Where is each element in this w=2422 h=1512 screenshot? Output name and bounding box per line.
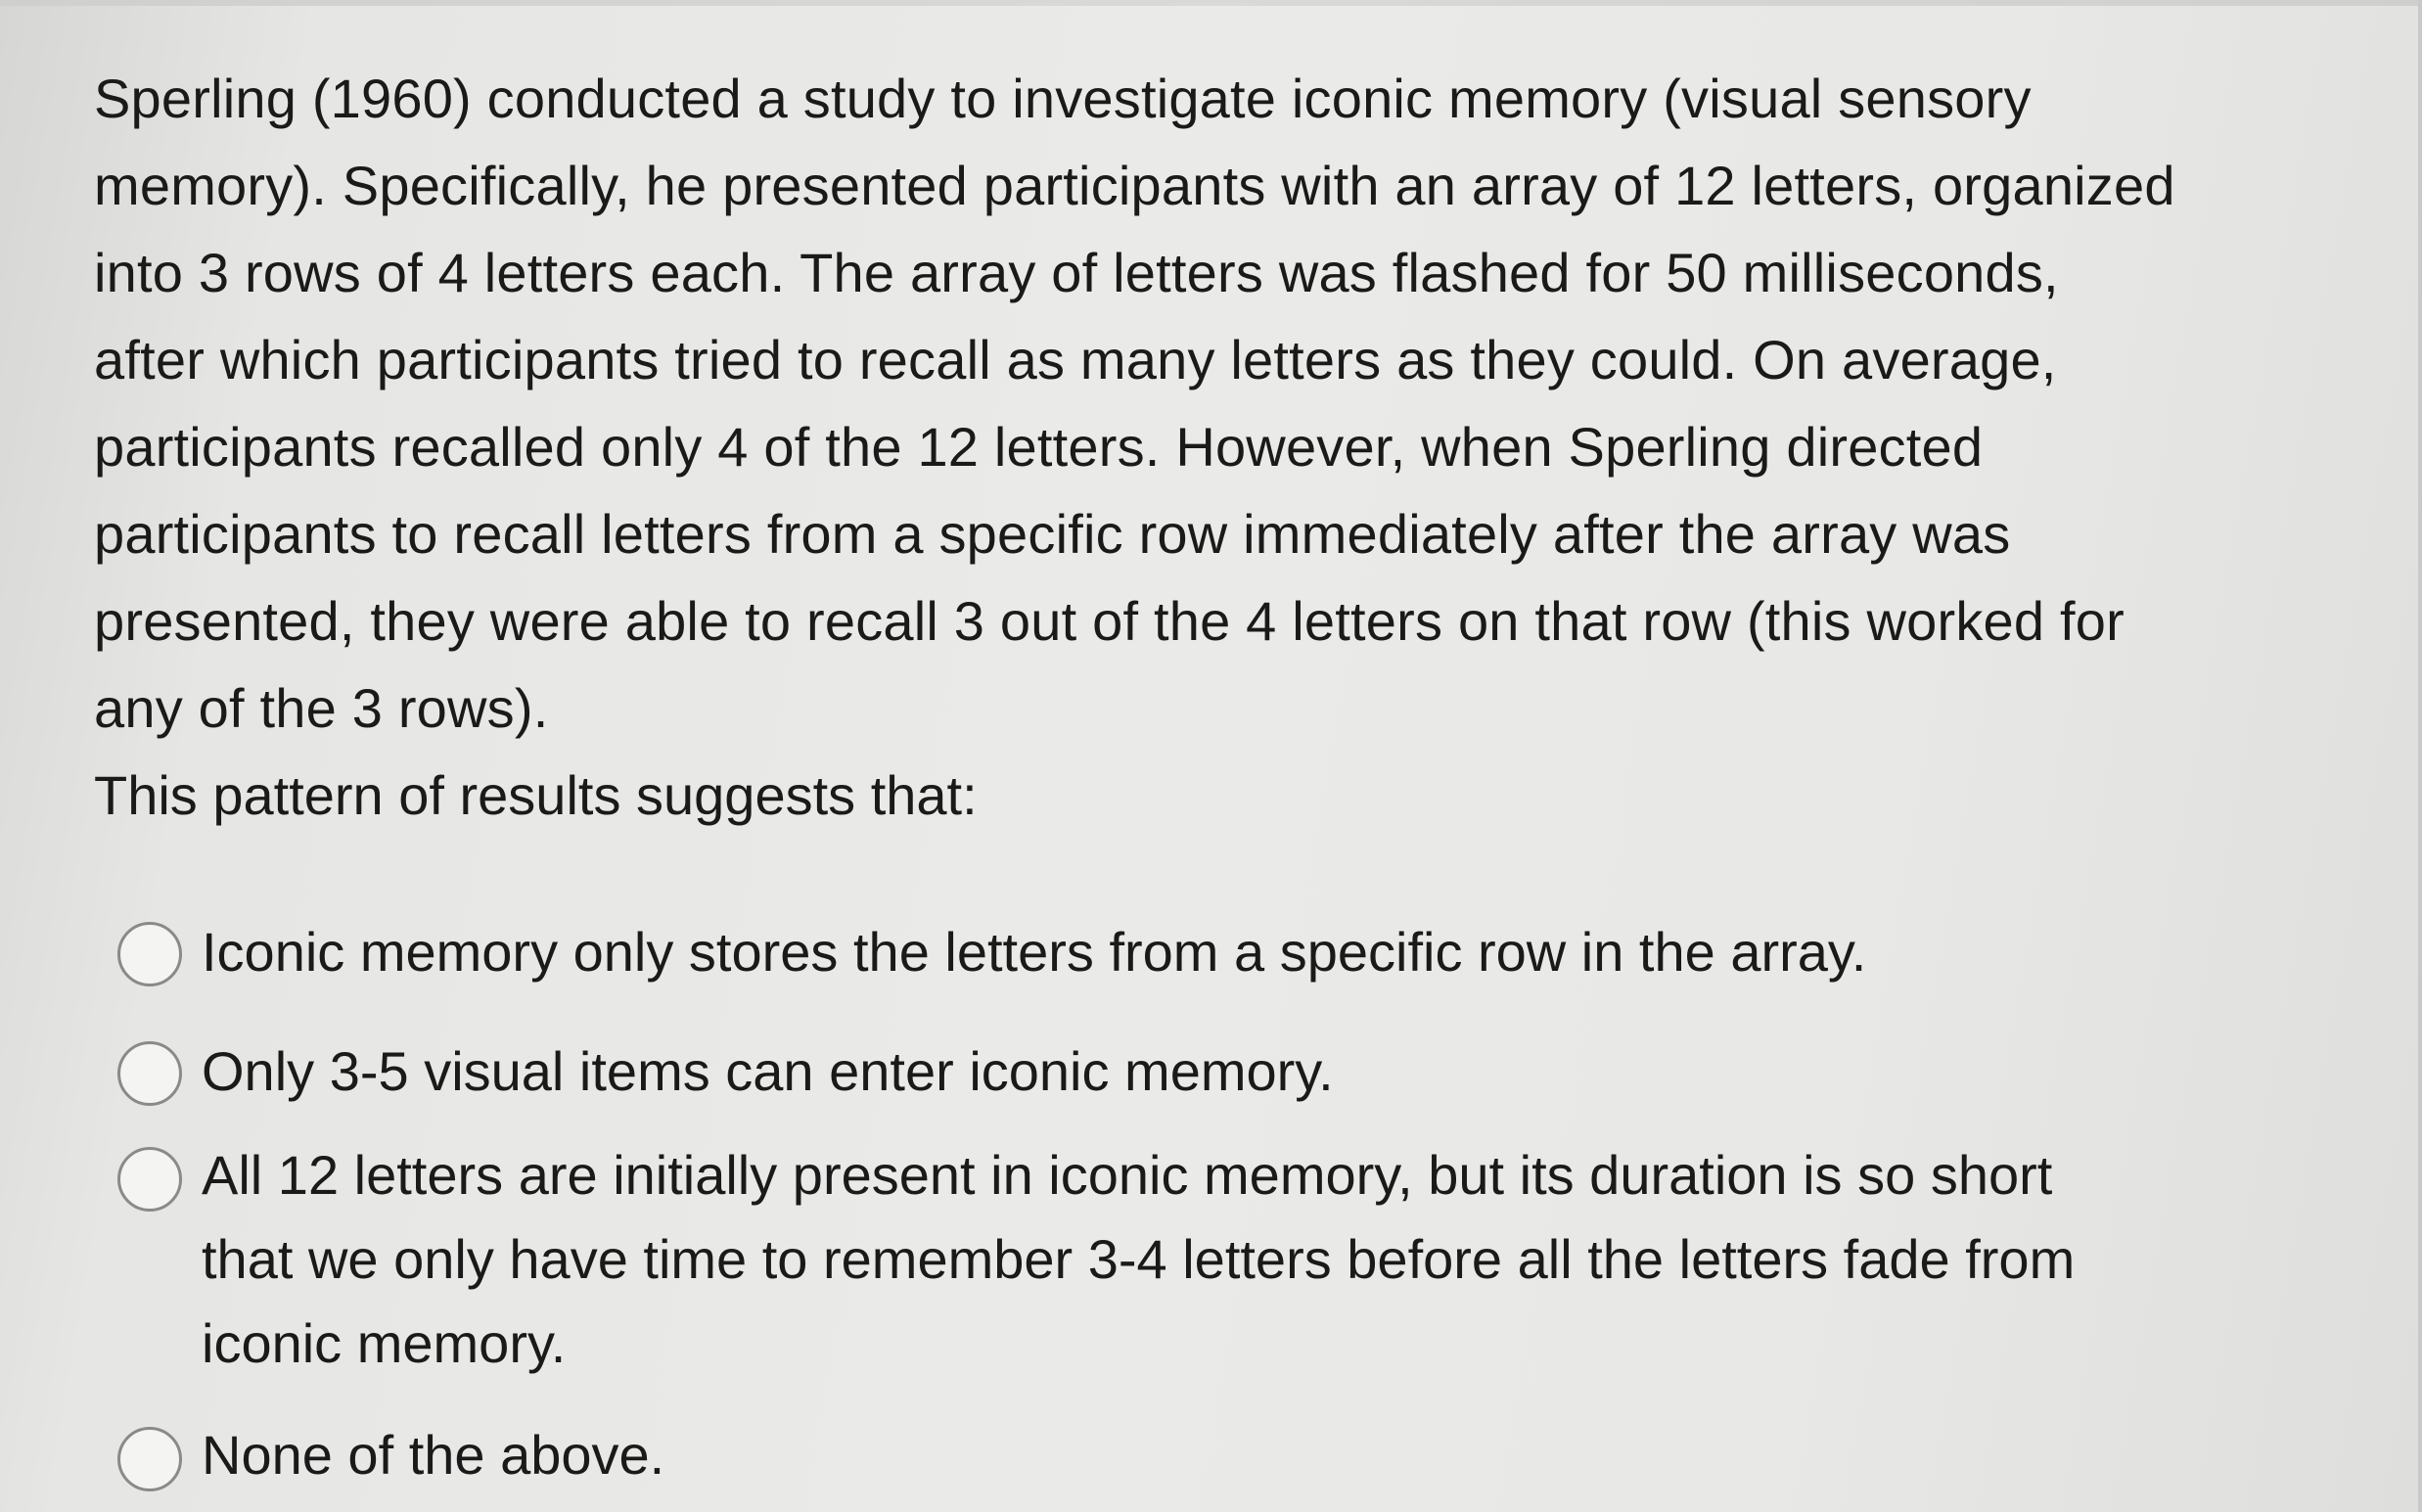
stem-line: Sperling (1960) conducted a study to investigate iconic memory (visual sensory [94,68,2032,129]
radio-button[interactable] [117,922,182,986]
answer-option-line: iconic memory. [202,1312,567,1374]
stem-line: participants to recall letters from a specific row immediately after the array was [94,503,2011,565]
stem-line: participants recalled only 4 of the 12 letters. However, when Sperling directed [94,416,1984,478]
top-edge [0,0,2422,6]
stem-line: into 3 rows of 4 letters each. The array of letters was flashed for 50 milliseconds, [94,242,2059,303]
stem-line: presented, they were able to recall 3 out of the 4 letters on that row (this worked for [94,590,2125,652]
question-stem [94,55,2394,839]
answer-option-label [202,1030,1334,1114]
answer-option-3[interactable] [117,1133,2368,1386]
radio-button[interactable] [117,1041,182,1106]
answer-option-label [202,910,1866,994]
stem-line: after which participants tried to recall as many letters as they could. On average, [94,329,2057,390]
answer-option-line: Iconic memory only stores the letters from a specific row in the array. [202,921,1867,983]
answer-option-line: that we only have time to remember 3-4 letters before all the letters fade from [202,1228,2076,1290]
answer-option-label [202,1413,664,1497]
answer-option-2[interactable] [117,1030,2368,1114]
right-edge [2418,0,2422,1512]
question-prompt: This pattern of results suggests that: [94,764,978,826]
stem-line: any of the 3 rows). [94,677,549,739]
answer-option-line: None of the above. [202,1424,665,1486]
stem-line: memory). Specifically, he presented participants with an array of 12 letters, organized [94,155,2175,216]
answer-option-line: All 12 letters are initially present in iconic memory, but its duration is so short [202,1144,2053,1206]
radio-button[interactable] [117,1147,182,1212]
answer-option-label [202,1133,2075,1386]
answer-option-1[interactable] [117,910,2368,994]
answer-option-line: Only 3-5 visual items can enter iconic memory. [202,1040,1334,1102]
answer-option-4[interactable] [117,1413,2368,1497]
radio-button[interactable] [117,1427,182,1491]
answer-options [117,910,2368,1497]
